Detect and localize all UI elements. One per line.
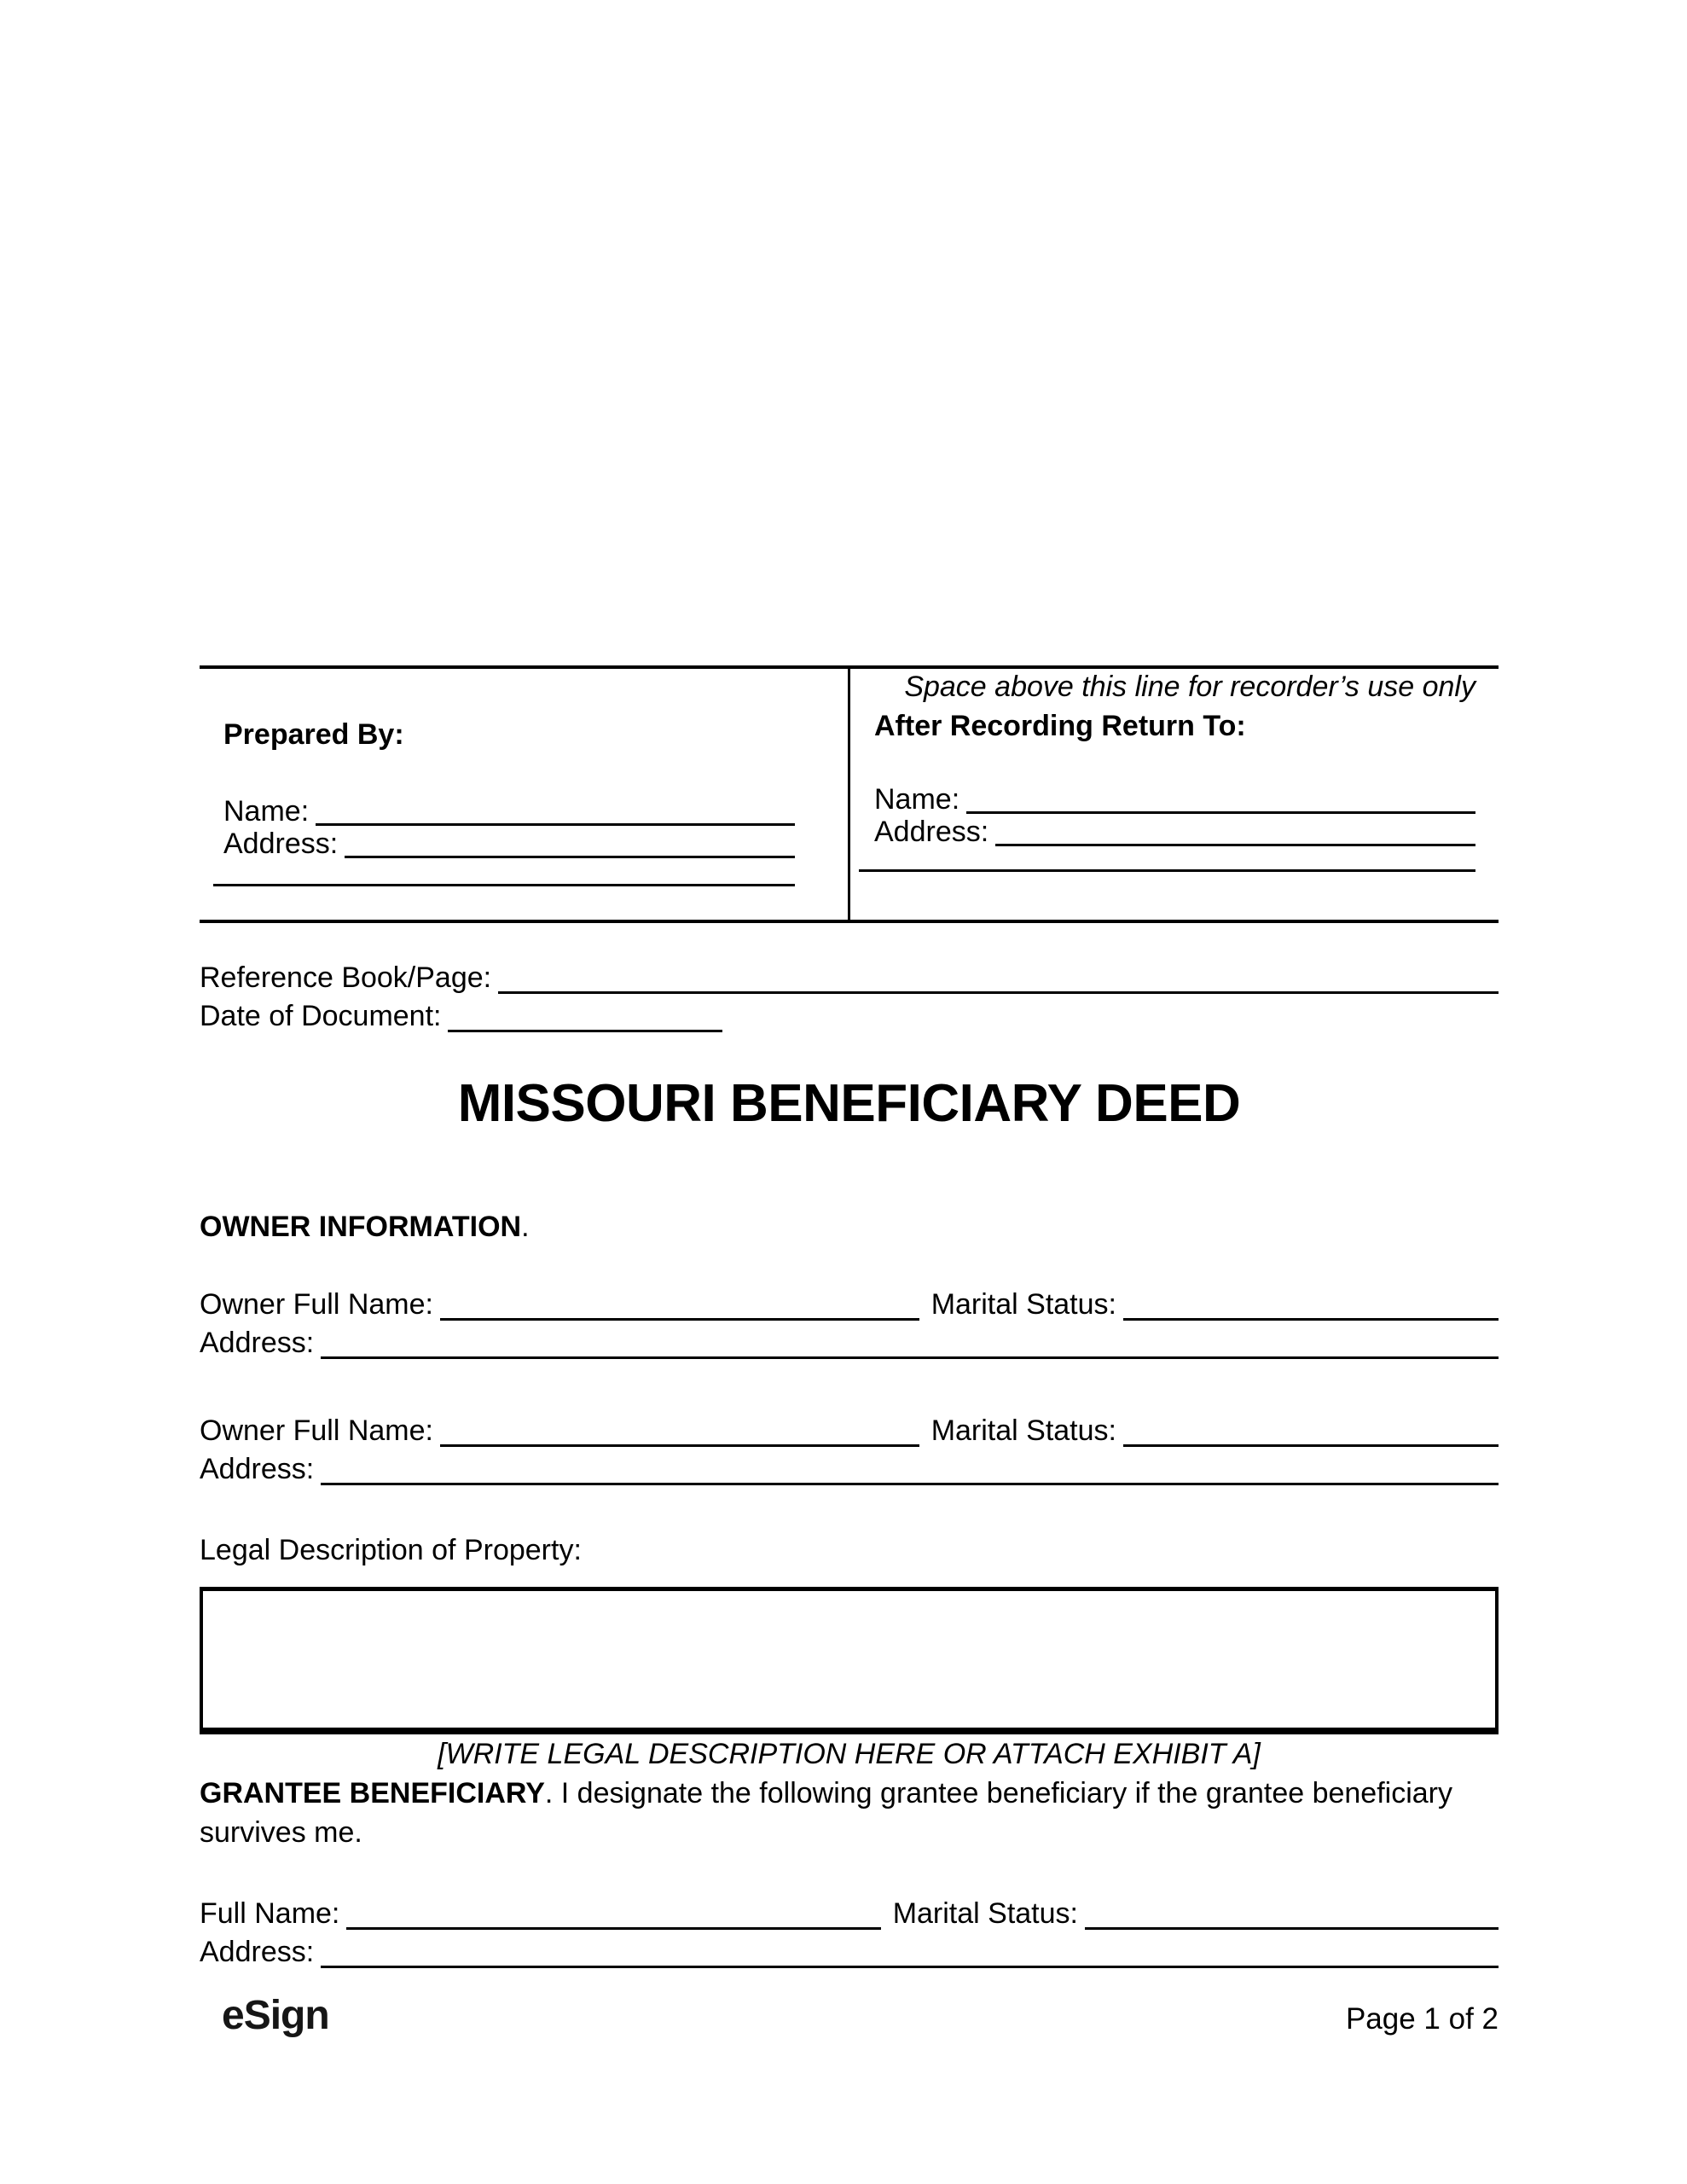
return-to-address-row bbox=[874, 816, 1475, 848]
return-to-address-label: Address: bbox=[874, 816, 989, 848]
grantee-beneficiary-body: . I designate the following grantee beneficiary if the grantee beneficiary survives me. bbox=[200, 1777, 1453, 1849]
owner1-name-row bbox=[200, 1286, 1499, 1324]
owner-information-heading-text: OWNER INFORMATION bbox=[200, 1211, 522, 1243]
prepared-by-address2-field[interactable] bbox=[213, 860, 795, 886]
legal-description-box[interactable] bbox=[200, 1587, 1499, 1734]
owner1-address-field[interactable] bbox=[321, 1324, 1499, 1359]
prepared-by-name-row bbox=[223, 795, 795, 828]
return-to-name-label: Name: bbox=[874, 783, 960, 816]
reference-book-page-field[interactable] bbox=[498, 959, 1499, 994]
prepared-by-address-label: Address: bbox=[223, 828, 339, 860]
page-number: Page 1 of 2 bbox=[1345, 2002, 1499, 2036]
recorder-use-note: Space above this line for recorder’s use only bbox=[904, 671, 1475, 703]
return-to-name-row bbox=[874, 783, 1475, 816]
owner2-name-label: Owner Full Name: bbox=[200, 1414, 433, 1447]
owner2-marital-label: Marital Status: bbox=[930, 1414, 1116, 1447]
owner2-address-row bbox=[200, 1450, 1499, 1489]
grantee-marital-label: Marital Status: bbox=[892, 1897, 1078, 1930]
owner2-address-label: Address: bbox=[200, 1453, 315, 1485]
legal-description-label: Legal Description of Property: bbox=[200, 1534, 582, 1566]
grantee-name-label: Full Name: bbox=[200, 1897, 340, 1930]
grantee-address-row bbox=[200, 1933, 1499, 1972]
return-to-address2-field[interactable] bbox=[859, 848, 1475, 872]
page-content bbox=[200, 665, 1499, 2040]
page-title: MISSOURI BENEFICIARY DEED bbox=[457, 1074, 1241, 1133]
date-of-document-field[interactable] bbox=[448, 997, 722, 1032]
owner2-marital-status-field[interactable] bbox=[1123, 1412, 1499, 1447]
owner2-full-name-field[interactable] bbox=[440, 1412, 919, 1447]
reference-row bbox=[200, 959, 1499, 997]
grantee-name-row bbox=[200, 1895, 1499, 1933]
return-to-address-field[interactable] bbox=[995, 816, 1475, 846]
grantee-marital-status-field[interactable] bbox=[1085, 1895, 1499, 1930]
esign-logo: eSign bbox=[222, 1993, 329, 2038]
owner1-marital-status-field[interactable] bbox=[1123, 1286, 1499, 1321]
date-row bbox=[200, 997, 1499, 1036]
return-to-title: After Recording Return To: bbox=[874, 710, 1246, 742]
owner1-marital-label: Marital Status: bbox=[930, 1288, 1116, 1321]
return-to-cell bbox=[850, 669, 1499, 920]
owner-information-heading bbox=[200, 1208, 1499, 1246]
return-to-name-field[interactable] bbox=[966, 783, 1475, 814]
prepared-by-cell bbox=[200, 669, 850, 920]
grantee-beneficiary-paragraph bbox=[200, 1774, 1499, 1852]
reference-label: Reference Book/Page: bbox=[200, 961, 492, 994]
owner2-address-field[interactable] bbox=[321, 1450, 1499, 1485]
owner-information-heading-period: . bbox=[521, 1211, 530, 1243]
date-label: Date of Document: bbox=[200, 1000, 442, 1032]
grantee-address-label: Address: bbox=[200, 1936, 315, 1968]
owner1-name-label: Owner Full Name: bbox=[200, 1288, 433, 1321]
owner2-name-row bbox=[200, 1412, 1499, 1450]
legal-description-caption: [WRITE LEGAL DESCRIPTION HERE OR ATTACH EXHIBIT A] bbox=[438, 1738, 1261, 1770]
prepared-by-name-label: Name: bbox=[223, 795, 310, 828]
owner1-full-name-field[interactable] bbox=[440, 1286, 919, 1321]
page-footer bbox=[200, 1992, 1499, 2040]
prepared-by-address-row bbox=[223, 828, 795, 860]
grantee-address-field[interactable] bbox=[321, 1933, 1499, 1968]
owner1-address-row bbox=[200, 1324, 1499, 1362]
grantee-full-name-field[interactable] bbox=[346, 1895, 880, 1930]
prepared-by-address-field[interactable] bbox=[345, 828, 795, 858]
prepared-by-name-field[interactable] bbox=[316, 795, 795, 826]
grantee-beneficiary-heading: GRANTEE BENEFICIARY bbox=[200, 1777, 545, 1809]
recorder-header-table bbox=[200, 665, 1499, 923]
owner1-address-label: Address: bbox=[200, 1327, 315, 1359]
prepared-by-title: Prepared By: bbox=[223, 718, 404, 751]
